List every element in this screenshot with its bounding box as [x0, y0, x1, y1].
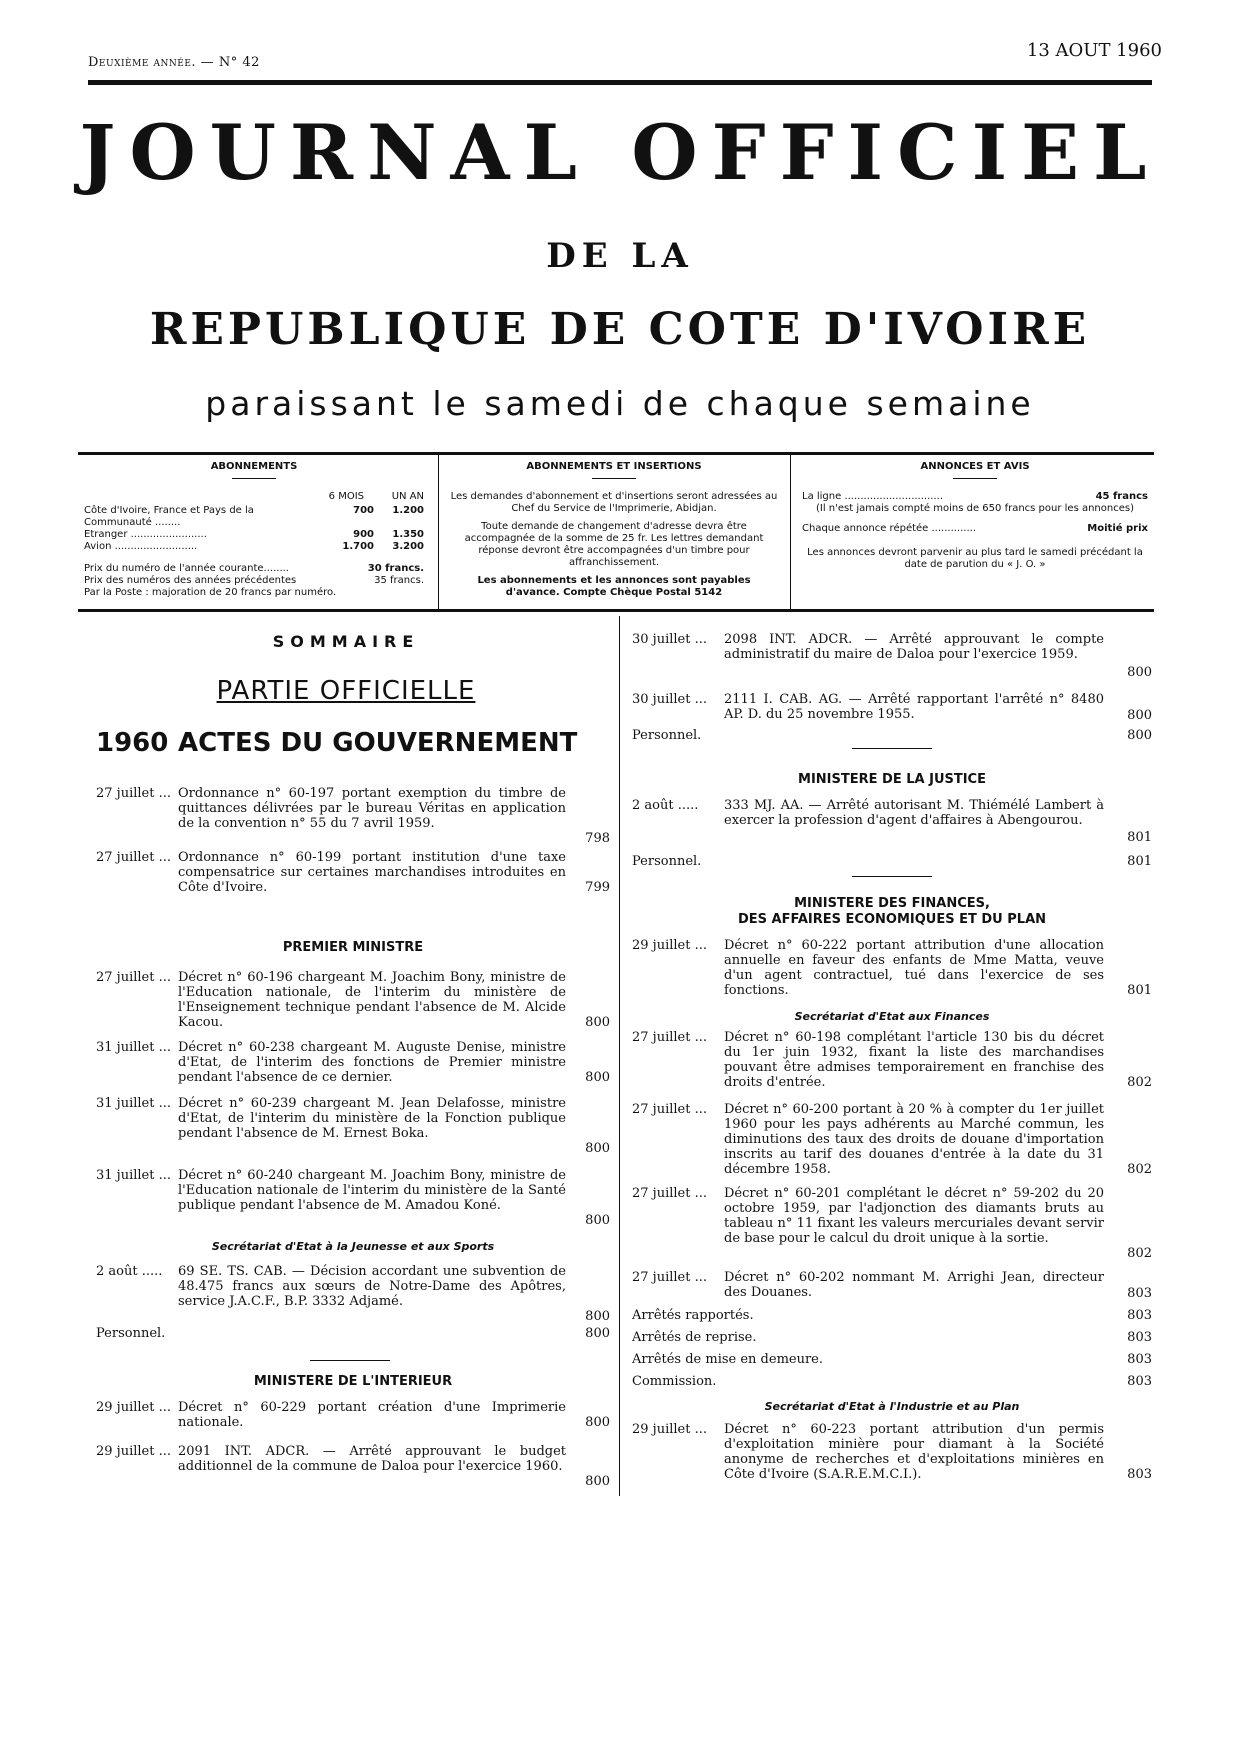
section-finances-secretariat: Secrétariat d'Etat aux Finances: [794, 1010, 990, 1023]
repete-row: Chaque annonce répétée .............. Moitié prix: [802, 523, 1148, 534]
actes-year: 1960: [96, 728, 169, 758]
insertions-title: ABONNEMENTS ET INSERTIONS: [450, 461, 778, 479]
insertions-p1: Les demandes d'abonnement et d'insertions seront adressées au Chef du Service de l'Imprimerie, Abidjan.: [450, 491, 778, 514]
insertions-p3: Les abonnements et les annonces sont payables d'avance. Compte Chèque Postal 5142: [477, 575, 751, 598]
note-row: Par la Poste : majoration de 20 francs par numéro.: [84, 587, 337, 598]
top-rule: [88, 80, 1152, 85]
masthead-republic: REPUBLIQUE DE COTE D'IVOIRE: [149, 304, 1091, 355]
price-row: Côte d'Ivoire, France et Pays de la Communauté ........ 700 1.200: [84, 505, 424, 528]
section-industrie: Secrétariat d'Etat à l'Industrie et au Plan: [764, 1400, 1020, 1413]
ligne-row: La ligne ............................... 45 francs: [802, 491, 1148, 502]
section-justice: MINISTERE DE LA JUSTICE: [798, 772, 986, 787]
insertions-column: [450, 461, 778, 599]
journal-title: JOURNAL OFFICIEL: [79, 108, 1161, 197]
abonnements-title: ABONNEMENTS: [84, 461, 424, 479]
separator: [852, 748, 932, 749]
price-row: Etranger ........................ 900 1.350: [84, 529, 424, 540]
actes-title: ACTES DU GOUVERNEMENT: [178, 728, 578, 758]
partie-officielle: PARTIE OFFICIELLE: [216, 676, 476, 706]
separator: [310, 1360, 390, 1361]
issue-date: 13 AOUT 1960: [1026, 40, 1162, 61]
section-premier-ministre: PREMIER MINISTRE: [282, 940, 424, 955]
masthead-de-la: DE LA: [546, 236, 694, 276]
ligne-note: (Il n'est jamais compté moins de 650 francs pour les annonces): [816, 503, 1134, 514]
abonnements-header: [84, 491, 424, 503]
subscription-box: [78, 452, 1154, 612]
note-row: Prix des numéros des années précédentes 35 francs.: [84, 575, 424, 586]
annonces-delai: Les annonces devront parvenir au plus tard le samedi précédant la date de parution du « J. O. »: [807, 547, 1143, 570]
section-interieur: MINISTERE DE L'INTERIEUR: [253, 1374, 453, 1389]
section-jeunesse: Secrétariat d'Etat à la Jeunesse et aux Sports: [211, 1240, 495, 1253]
column-divider: [619, 616, 620, 1496]
separator: [852, 876, 932, 877]
col-an: UN AN: [391, 491, 424, 502]
annonces-column: [802, 461, 1148, 571]
masthead-tagline: paraissant le samedi de chaque semaine: [205, 384, 1035, 423]
price-row: Avion .......................... 1.700 3.200: [84, 541, 424, 552]
sommaire-title: SOMMAIRE: [272, 632, 420, 651]
abonnements-column: [84, 461, 424, 599]
issue-number: Deuxième année. — N° 42: [88, 55, 260, 70]
section-finances-2: DES AFFAIRES ECONOMIQUES ET DU PLAN: [737, 912, 1047, 927]
note-row: Prix du numéro de l'année courante........ 30 francs.: [84, 563, 424, 574]
col-6mois: 6 MOIS: [328, 491, 364, 502]
box-divider: [438, 455, 439, 609]
section-finances-1: MINISTERE DES FINANCES,: [794, 896, 990, 911]
annonces-title: ANNONCES ET AVIS: [802, 461, 1148, 479]
box-divider: [790, 455, 791, 609]
insertions-p2: Toute demande de changement d'adresse devra être accompagnée de la somme de 25 fr. Les lettres demandant réponse devront être accompagnées d'un timbre pour affranchissement.: [464, 521, 764, 568]
